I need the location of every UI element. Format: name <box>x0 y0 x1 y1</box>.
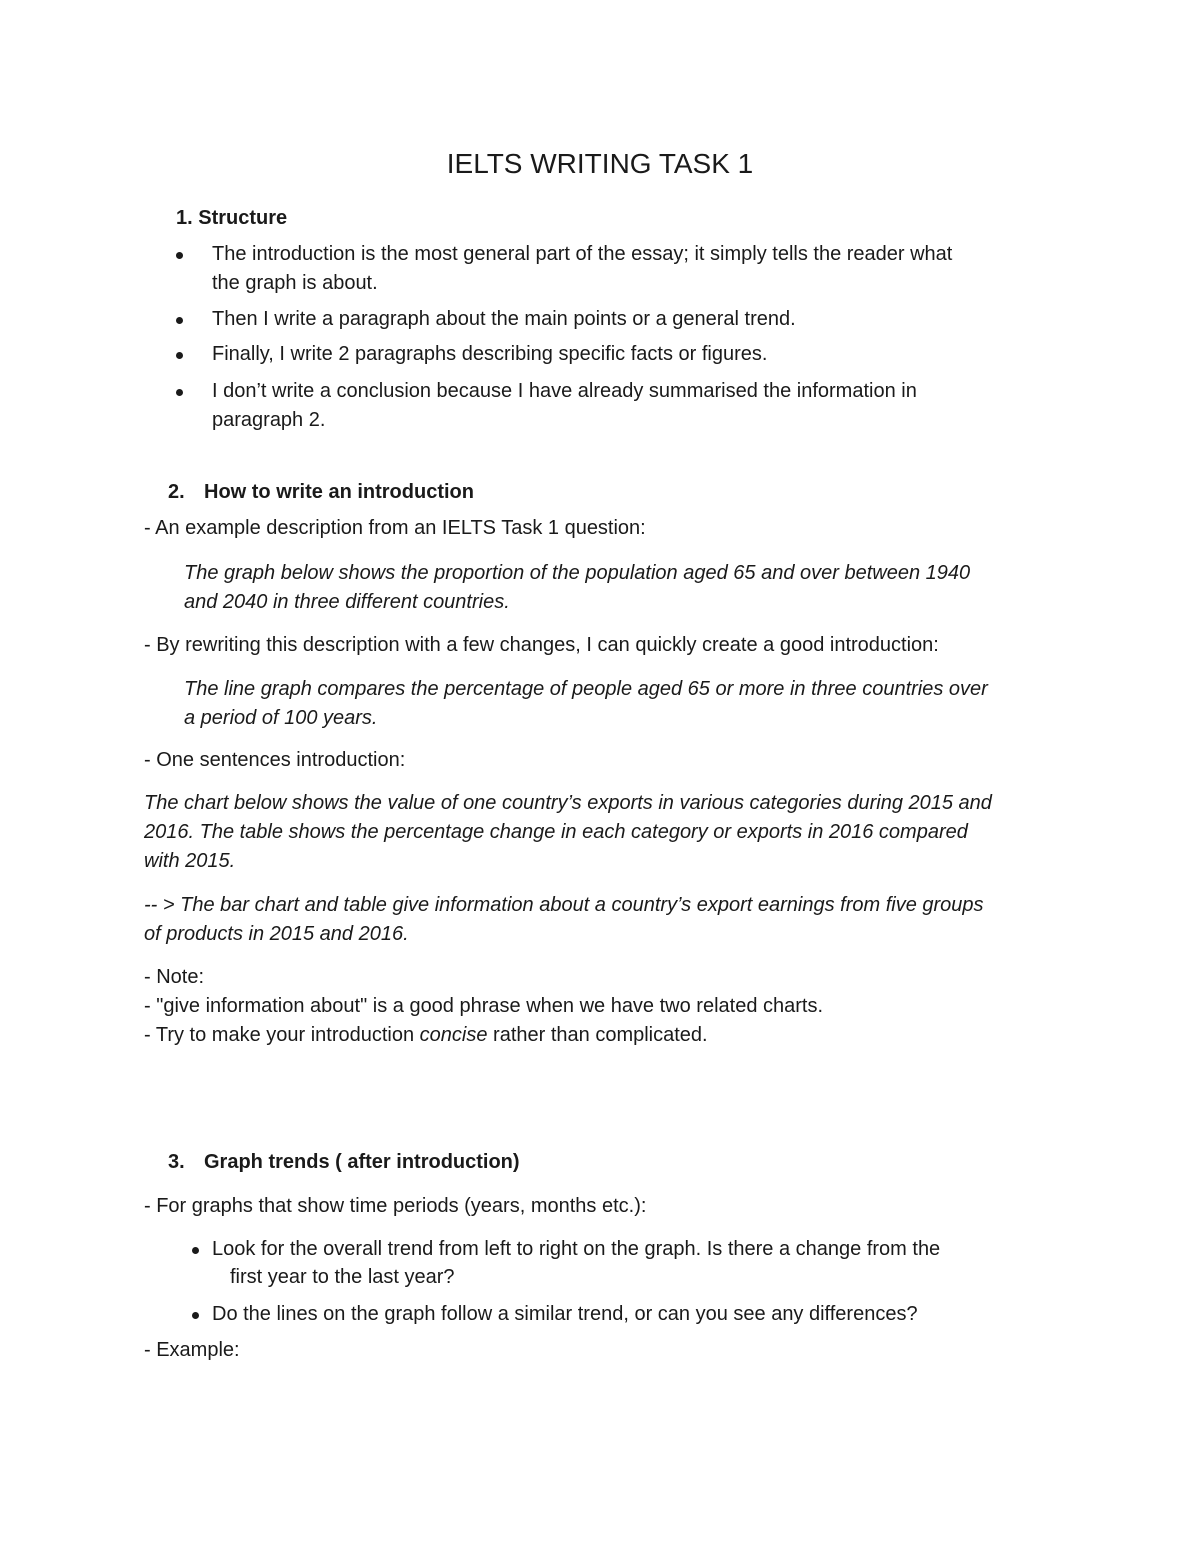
bullet-icon <box>176 389 183 396</box>
note-text: rather than complicated. <box>487 1024 708 1046</box>
bullet-icon <box>176 352 183 359</box>
rewrite-lead-text: - By rewriting this description with a few changes, I can quickly create a good introduction: <box>144 634 939 656</box>
rewrite-quote-line: The line graph compares the percentage of people aged 65 or more in three countries over <box>184 678 988 700</box>
chart-example-line: The chart below shows the value of one country’s exports in various categories during 2015 and <box>144 792 992 814</box>
one-sentence-lead-text: - One sentences introduction: <box>144 749 406 771</box>
rewrite-quote-line: a period of 100 years. <box>184 707 378 729</box>
section-2-number: 2. <box>168 481 185 503</box>
list-item-text: Look for the overall trend from left to right on the graph. Is there a change from the <box>212 1238 941 1260</box>
example-quote-line: and 2040 in three different countries. <box>184 591 510 613</box>
section-3-number: 3. <box>168 1151 185 1173</box>
list-item-text: paragraph 2. <box>212 409 326 431</box>
note-text: - Try to make your introduction <box>144 1024 420 1046</box>
example-quote-line: The graph below shows the proportion of the population aged 65 and over between 1940 <box>184 562 971 584</box>
note-emphasis: concise <box>419 1024 488 1046</box>
note-label: - Note: <box>144 966 205 988</box>
note-line: - "give information about" is a good phrase when we have two related charts. <box>144 995 824 1017</box>
bullet-icon <box>192 1247 199 1254</box>
list-item-text: the graph is about. <box>212 272 378 294</box>
bullet-icon <box>176 317 183 324</box>
list-item-text: I don’t write a conclusion because I have already summarised the information in <box>212 380 917 402</box>
note-line <box>144 1021 708 1050</box>
rewritten-example-line: of products in 2015 and 2016. <box>144 923 409 945</box>
example-label: - Example: <box>144 1339 240 1361</box>
rewritten-example-line: -- > The bar chart and table give information about a country’s export earnings from five groups <box>144 894 984 916</box>
chart-example-line: 2016. The table shows the percentage change in each category or exports in 2016 compared <box>144 821 968 843</box>
example-lead-text: - An example description from an IELTS Task 1 question: <box>144 517 646 539</box>
bullet-icon <box>192 1312 199 1319</box>
time-period-lead-text: - For graphs that show time periods (years, months etc.): <box>144 1195 647 1217</box>
section-2-heading: How to write an introduction <box>204 481 474 503</box>
list-item-text: Then I write a paragraph about the main points or a general trend. <box>212 308 796 330</box>
document-title: IELTS WRITING TASK 1 <box>446 148 754 179</box>
list-item-text: first year to the last year? <box>230 1266 455 1288</box>
chart-example-line: with 2015. <box>144 850 236 872</box>
list-item-text: The introduction is the most general part of the essay; it simply tells the reader what <box>212 243 953 265</box>
section-1-heading: 1. Structure <box>176 207 288 229</box>
bullet-icon <box>176 252 183 259</box>
list-item-text: Do the lines on the graph follow a similar trend, or can you see any differences? <box>212 1303 918 1325</box>
section-3-heading: Graph trends ( after introduction) <box>204 1151 520 1173</box>
list-item-text: Finally, I write 2 paragraphs describing specific facts or figures. <box>212 343 768 365</box>
